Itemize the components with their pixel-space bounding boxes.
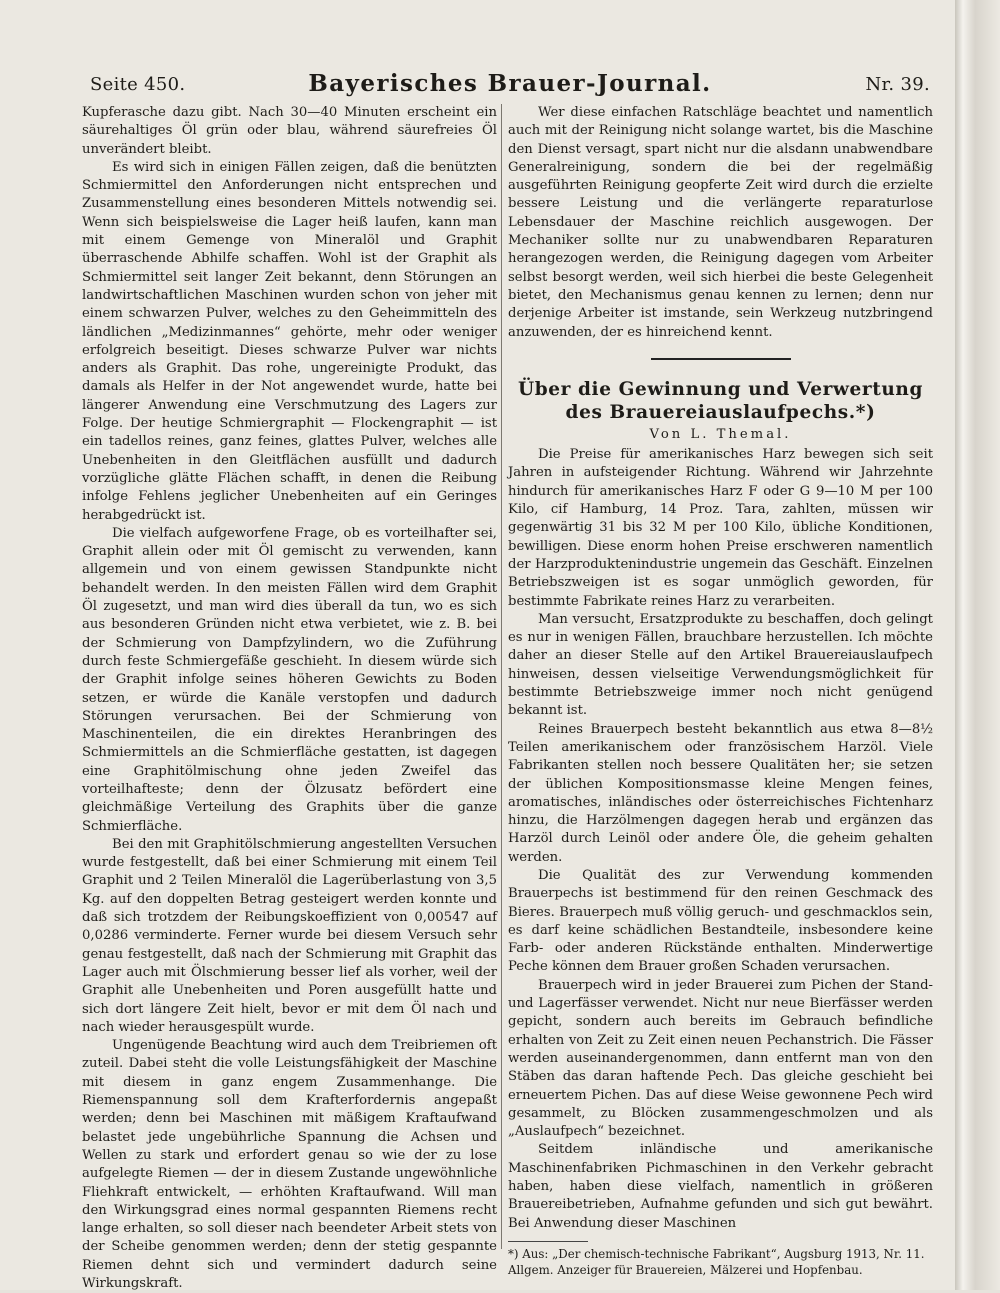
paragraph: Bei den mit Graphitölschmierung angestellten Versuchen wurde festgestellt, daß bei einer Schmierung mit einem Teil Graphit und 2 Teilen Mineralöl die Lagerüberlastung von 3,5 Kg. auf den doppelten Betrag gesteigert werden konnte und daß sich trotzdem der Reibungskoeffizient von 0,00547 auf 0,0286 verminderte. Ferner wurde bei diesem Versuch sehr genau festgestellt, daß nach der Schmierung mit Graphit das Lager auch mit Ölschmierung besser lief als vorher, weil der Graphit alle Unebenheiten und Poren ausgefüllt hatte und sich dort längere Zeit hielt, bevor er mit dem Öl nach und nach wieder herausgespült wurde.: [82, 836, 497, 1035]
adjacent-page-edge: [955, 0, 1000, 1290]
paragraph: Wer diese einfachen Ratschläge beachtet und namentlich auch mit der Reinigung nicht solange wartet, bis die Maschine den Dienst versagt, spart nicht nur die alsdann unabwendbare Generalreinigung, sondern die bei der regelmäßig ausgeführten Reinigung geopferte Zeit wird durch die erzielte bessere Leistung und die verlängerte reparaturlose Lebensdauer der Maschine reichlich ausgewogen. Der Mechaniker sollte nur zu unabwendbaren Reparaturen herangezogen werden, die Reinigung dagegen vom Arbeiter selbst besorgt werden, weil sich hierbei die beste Gelegenheit bietet, den Mechanismus genau kennen zu lernen; denn nur derjenige Arbeiter ist imstande, sein Werkzeug nutzbringend anzuwenden, der es hinreichend kennt.: [508, 105, 933, 340]
paragraph: Kupferasche dazu gibt. Nach 30—40 Minuten erscheint ein säurehaltiges Öl grün oder blau, während säurefreies Öl unverändert bleibt.: [82, 105, 497, 157]
paragraph: Ungenügende Beachtung wird auch dem Treibriemen oft zuteil. Dabei steht die volle Leistungsfähigkeit der Maschine mit diesem in ganz engem Zusammenhange. Die Riemenspannung soll dem Krafterfordernis angepaßt werden; denn bei Maschinen mit mäßigem Kraftaufwand belastet jede ungebührliche Spannung die Achsen und Wellen zu stark und erfordert genau so wie der zu lose aufgelegte Riemen — der in diesem Zustande ungewöhnliche Fliehkraft entwickelt, — erhöhten Kraftaufwand. Will man den Wirkungsgrad eines normal gespannten Riemens recht lange erhalten, so soll dieser nach beendeter Arbeit stets von der Scheibe genommen werden; denn der stetig gespannte Riemen dehnt sich und vermindert dadurch seine Wirkungskraft.: [82, 1038, 497, 1291]
right-column: [508, 104, 933, 1278]
article-author: Von L. Themal.: [649, 426, 792, 442]
paragraph: Brauerpech wird in jeder Brauerei zum Pichen der Stand- und Lagerfässer verwendet. Nicht nur neue Bierfässer werden gepicht, sondern auch bereits im Gebrauch befindliche erhalten von Zeit zu Zeit einen neuen Pechanstrich. Die Fässer werden auseinandergenommen, dann entfernt man von den Stäben das daran haftende Pech. Das gleiche geschieht bei erneuertem Pichen. Das auf diese Weise gewonnene Pech wird gesammelt, zu Blöcken zusammengeschmolzen und als „Auslaufpech“ bezeichnet.: [508, 977, 933, 1140]
page-number: Seite 450.: [90, 74, 186, 95]
left-column: [82, 104, 497, 1293]
page-header: [90, 70, 930, 100]
section-divider: [651, 358, 791, 360]
journal-title: Bayerisches Brauer-Journal.: [308, 70, 712, 97]
paragraph: Man versucht, Ersatzprodukte zu beschaffen, doch gelingt es nur in wenigen Fällen, brauchbare herzustellen. Ich möchte daher an dieser Stelle auf den Artikel Brauereiauslaufpech hinweisen, dessen vielseitige Verwendungsmöglichkeit für bestimmte Betriebszweige immer noch nicht genügend bekannt ist.: [508, 611, 933, 719]
footnote: [508, 1246, 933, 1278]
footnote-source: *) Aus: „Der chemisch-technische Fabrikant“, Augsburg 1913, Nr. 11.: [508, 1246, 925, 1261]
footnote-publication: Allgem. Anzeiger für Brauereien, Mälzerei und Hopfenbau.: [508, 1262, 863, 1277]
paragraph: Die vielfach aufgeworfene Frage, ob es vorteilhafter sei, Graphit allein oder mit Öl gemischt zu verwenden, kann allgemein und von einem gewissen Standpunkte nicht behandelt werden. In den meisten Fällen wird dem Graphit Öl zugesetzt, und man wird dies überall da tun, wo es sich aus besonderen Gründen nicht etwa verbietet, wie z. B. bei der Schmierung von Dampfzylindern, wo die Zuführung durch feste Schmiergefäße geschieht. In diesem würde sich der Graphit infolge seines höheren Gewichts zu Boden setzen, er würde die Kanäle verstopfen und dadurch Störungen verursachen. Bei der Schmierung von Maschinenteilen, die ein direktes Heranbringen des Schmiermittels an die Schmierfläche gestatten, ist dagegen eine Graphitölmischung ohne jeden Zweifel das vorteilhafteste; denn der Ölzusatz befördert eine gleichmäßige Verteilung des Graphits über die ganze Schmierfläche.: [82, 525, 497, 834]
paragraph: Es wird sich in einigen Fällen zeigen, daß die benützten Schmiermittel den Anforderungen nicht entsprechen und Zusammenstellung eines besonderen Mittels notwendig sei. Wenn sich beispielsweise die Lager heiß laufen, kann man mit einem Gemenge von Mineralöl und Graphit überraschende Abhilfe schaffen. Wohl ist der Graphit als Schmiermittel seit langer Zeit bekannt, denn Störungen an landwirtschaftlichen Maschinen wurden schon von jeher mit einem schwarzen Pulver, welches zu den Geheimmitteln des ländlichen „Medizinmannes“ gehörte, mehr oder weniger erfolgreich beseitigt. Dieses schwarze Pulver war nichts anders als Graphit. Das rohe, ungereinigte Produkt, das damals als Helfer in der Not angewendet wurde, hatte bei längerer Anwendung eine Verschmutzung des Lagers zur Folge. Der heutige Schmiergraphit — Flockengraphit — ist ein tadellos reines, ganz feines, glattes Pulver, welches alle Unebenheiten in den Gleitflächen ausfüllt und dadurch vorzügliche glätte Flächen schafft, in denen die Reibung infolge Fehlens jeglicher Unebenheiten auf ein Geringes herabgedrückt ist.: [82, 159, 497, 523]
paragraph: Seitdem inländische und amerikanische Maschinenfabriken Pichmaschinen in den Verkehr gebracht haben, haben diese vielfach, namentlich in größeren Brauereibetrieben, Aufnahme gefunden und sich gut bewährt. Bei Anwendung dieser Maschinen: [508, 1142, 933, 1231]
article-title: Über die Gewinnung und Verwertung des Brauereiauslaufpechs.*): [518, 378, 923, 423]
paragraph: Die Qualität des zur Verwendung kommenden Brauerpechs ist bestimmend für den reinen Geschmack des Bieres. Brauerpech muß völlig geruch- und geschmacklos sein, es darf keine schädlichen Bestandteile, insbesondere keine Farb- oder anderen Rückstände enthalten. Minderwertige Peche können dem Brauer großen Schaden verursachen.: [508, 867, 933, 975]
issue-number: Nr. 39.: [865, 74, 930, 95]
footnote-divider: [508, 1241, 588, 1242]
paragraph: Reines Brauerpech besteht bekanntlich aus etwa 8—8½ Teilen amerikanischem oder französischem Harzöl. Viele Fabrikanten stellen noch bessere Qualitäten her; sie setzen der üblichen Kompositionsmasse kleine Mengen feines, aromatisches, inländisches oder österreichisches Fichtenharz hinzu, die Harzölmengen dagegen herab und ergänzen das Harzöl durch Leinöl oder andere Öle, die geheim gehalten werden.: [508, 721, 933, 865]
column-divider: [501, 104, 502, 1249]
paragraph: Die Preise für amerikanisches Harz bewegen sich seit Jahren in aufsteigender Richtung. Während wir Jahrzehnte hindurch für amerikanisches Harz F oder G 9—10 M per 100 Kilo, cif Hamburg, 14 Proz. Tara, zahlten, müssen wir gegenwärtig 31 bis 32 M per 100 Kilo, übliche Konditionen, bewilligen. Diese enorm hohen Preise erschweren namentlich der Harzproduktenindustrie ungemein das Geschäft. Einzelnen Betriebszweigen ist es sogar unmöglich geworden, für bestimmte Fabrikate reines Harz zu verarbeiten.: [508, 447, 933, 609]
